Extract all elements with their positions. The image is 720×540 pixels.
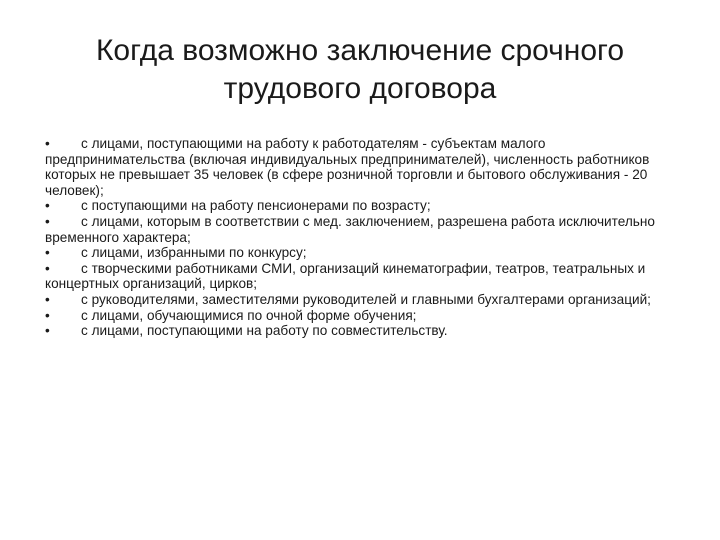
- bullet-list: [45, 136, 685, 339]
- bullet-icon: •: [45, 323, 50, 339]
- list-item: [45, 214, 685, 245]
- list-item-text: с поступающими на работу пенсионерами по возрасту;: [81, 198, 431, 214]
- list-item: [45, 261, 685, 292]
- list-item-text: с руководителями, заместителями руководителей и главными бухгалтерами организаций;: [81, 291, 651, 307]
- list-item-text: с лицами, поступающими на работу по совместительству.: [81, 323, 448, 339]
- list-item: [45, 136, 685, 198]
- bullet-icon: •: [45, 198, 50, 214]
- list-item-text: с лицами, поступающими на работу к работодателям - субъектам малого предпринимательства (включая индивидуальных предпринимателей), численность работников которых не превышает 35 человек (в сфере розничной торговли и бытового обслуживания - 20 человек);: [45, 136, 650, 198]
- list-item-text: с творческими работниками СМИ, организаций кинематографии, театров, театральных и концертных организаций, цирков;: [45, 260, 646, 292]
- list-item: [45, 245, 685, 261]
- bullet-icon: •: [45, 291, 50, 307]
- bullet-icon: •: [45, 245, 50, 261]
- slide-title: Когда возможно заключение срочного трудового договора: [95, 34, 625, 105]
- bullet-icon: •: [45, 307, 50, 323]
- list-item-text: с лицами, которым в соответствии с мед. заключением, разрешена работа исключительно временного характера;: [45, 213, 655, 245]
- bullet-icon: •: [45, 213, 50, 229]
- list-item-text: с лицами, обучающимися по очной форме обучения;: [81, 307, 417, 323]
- list-item: [45, 198, 685, 214]
- bullet-icon: •: [45, 136, 50, 151]
- bullet-icon: •: [45, 260, 50, 276]
- list-item: [45, 323, 685, 339]
- list-item-text: с лицами, избранными по конкурсу;: [81, 245, 307, 261]
- list-item: [45, 308, 685, 324]
- list-item: [45, 292, 685, 308]
